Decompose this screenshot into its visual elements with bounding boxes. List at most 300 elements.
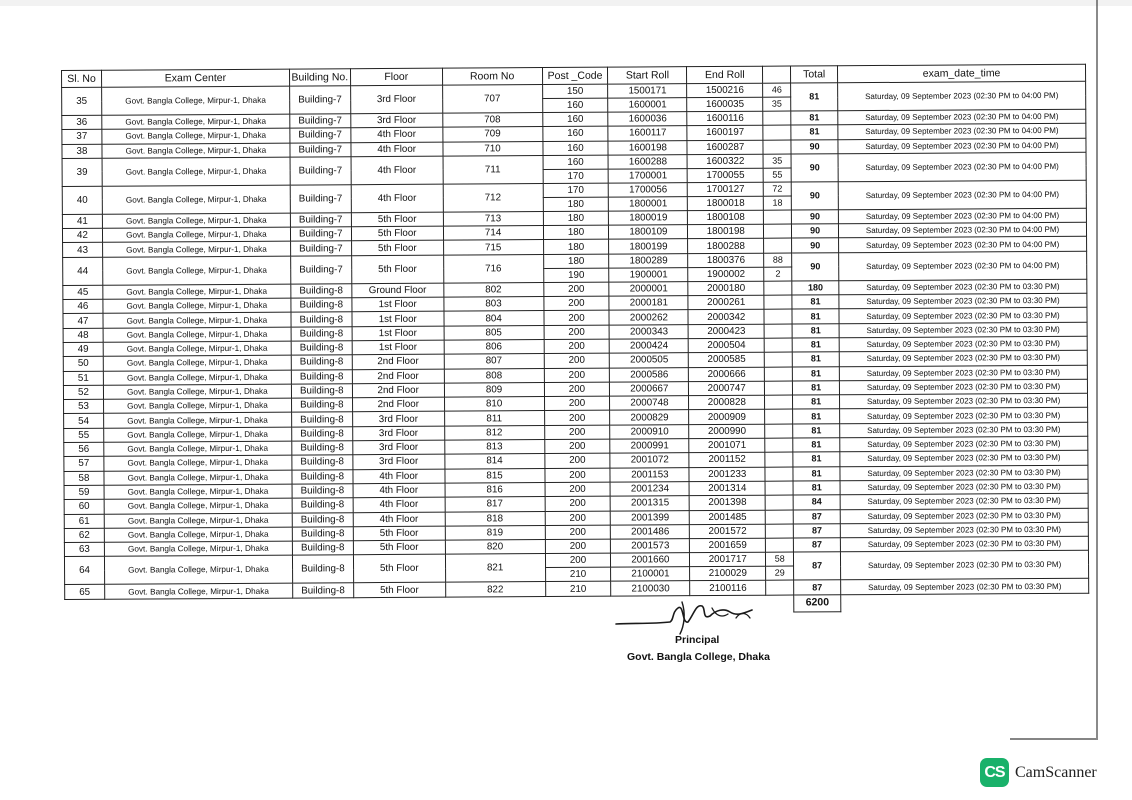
cell-start-roll: 1800001 — [609, 197, 688, 211]
cell-start-roll: 1600001 — [608, 98, 687, 112]
cell-room: 707 — [442, 85, 542, 114]
cell-exam-center: Govt. Bangla College, Mirpur-1, Dhaka — [103, 256, 291, 285]
cell-room: 814 — [445, 454, 545, 469]
cell-end-roll: 2100116 — [690, 581, 766, 596]
cell-start-roll: 2001153 — [610, 467, 689, 482]
cell-post-code: 210 — [545, 582, 611, 597]
cell-total: 81 — [793, 481, 840, 496]
table-body — [62, 81, 1089, 599]
cell-total: 81 — [793, 438, 840, 453]
cell-end-roll: 2000342 — [688, 310, 764, 325]
cell-post-code: 200 — [544, 325, 610, 340]
cell-total: 81 — [793, 452, 840, 467]
cell-end-roll: 1600035 — [687, 97, 763, 111]
cell-building: Building-8 — [292, 498, 353, 513]
cell-post-code: 200 — [545, 554, 611, 568]
cell-end-roll: 2001152 — [689, 453, 765, 468]
cell-exam-center: Govt. Bangla College, Mirpur-1, Dhaka — [104, 441, 292, 456]
cell-count — [763, 111, 791, 125]
cell-sl: 59 — [64, 485, 104, 500]
camscanner-watermark — [980, 758, 1097, 787]
cell-post-code: 180 — [543, 254, 609, 268]
cell-start-roll: 2000262 — [609, 310, 688, 325]
cell-floor: 4th Floor — [353, 469, 445, 484]
cell-room: 713 — [443, 211, 543, 226]
camscanner-logo: CS — [980, 758, 1009, 787]
cell-count — [765, 395, 793, 409]
cell-sl: 45 — [63, 285, 103, 300]
cell-exam-date-time: Saturday, 09 September 2023 (02:30 PM to 03:30 PM) — [840, 422, 1088, 438]
cell-end-roll: 1900002 — [688, 267, 764, 281]
cell-start-roll: 1500171 — [608, 84, 687, 98]
cell-floor: 5th Floor — [351, 255, 443, 284]
cell-end-roll: 2000180 — [688, 281, 764, 296]
cell-start-roll: 2001573 — [611, 539, 690, 554]
cell-sl: 65 — [65, 585, 105, 600]
cell-total: 84 — [793, 495, 840, 510]
cell-sl: 38 — [62, 144, 102, 159]
cell-floor: 3rd Floor — [353, 440, 445, 455]
cell-exam-date-time: Saturday, 09 September 2023 (02:30 PM to 04:00 PM) — [838, 81, 1086, 111]
cell-post-code: 200 — [544, 439, 610, 454]
cell-floor: 4th Floor — [351, 142, 443, 157]
cell-count — [764, 224, 792, 238]
cell-start-roll: 2001315 — [611, 496, 690, 511]
cell-room: 805 — [444, 325, 544, 340]
cell-post-code: 180 — [543, 225, 609, 240]
cell-post-code: 160 — [543, 155, 609, 169]
cell-end-roll: 2000504 — [688, 338, 764, 353]
cell-start-roll: 2000001 — [609, 281, 688, 296]
cell-floor: 3rd Floor — [352, 412, 444, 427]
cell-exam-date-time: Saturday, 09 September 2023 (02:30 PM to 04:00 PM) — [839, 237, 1087, 253]
cell-room: 822 — [445, 582, 545, 597]
cell-room: 715 — [443, 240, 543, 255]
cell-start-roll: 2000991 — [610, 439, 689, 454]
cell-total: 81 — [793, 395, 840, 410]
col-header-total: Total — [791, 66, 838, 83]
cell-post-code: 200 — [543, 296, 609, 311]
cell-building: Building-7 — [290, 114, 351, 129]
cell-building: Building-8 — [291, 326, 352, 341]
cell-count — [764, 338, 792, 352]
cell-room: 813 — [444, 440, 544, 455]
camscanner-text: CamScanner — [1015, 763, 1097, 781]
cell-room: 710 — [443, 141, 543, 156]
cell-sl: 51 — [63, 371, 103, 386]
cell-sl: 50 — [63, 357, 103, 372]
cell-count: 88 — [764, 253, 792, 267]
cell-sl: 52 — [63, 385, 103, 400]
cell-count — [766, 580, 794, 594]
cell-sl: 57 — [64, 457, 104, 472]
cell-total: 81 — [791, 111, 838, 126]
cell-sl: 63 — [64, 542, 104, 557]
cell-start-roll: 1700001 — [609, 169, 688, 183]
cell-room: 711 — [443, 155, 543, 184]
cell-total: 87 — [794, 580, 841, 595]
cell-start-roll: 1900001 — [609, 267, 688, 281]
cell-exam-date-time: Saturday, 09 September 2023 (02:30 PM to 04:00 PM) — [838, 124, 1086, 140]
cell-exam-date-time: Saturday, 09 September 2023 (02:30 PM to 03:30 PM) — [840, 436, 1088, 452]
cell-building: Building-8 — [292, 455, 353, 470]
cell-count — [765, 424, 793, 438]
cell-building: Building-8 — [291, 298, 352, 313]
grand-total-value: 6200 — [794, 594, 841, 611]
cell-end-roll: 1700127 — [688, 182, 764, 196]
cell-floor: 5th Floor — [353, 540, 445, 555]
cell-end-roll: 2000828 — [689, 395, 765, 410]
cell-room: 815 — [445, 468, 545, 483]
cell-building: Building-8 — [291, 369, 352, 384]
cell-exam-center: Govt. Bangla College, Mirpur-1, Dhaka — [103, 327, 291, 342]
cell-count: 2 — [764, 267, 792, 281]
cell-exam-center: Govt. Bangla College, Mirpur-1, Dhaka — [103, 284, 291, 299]
cell-start-roll: 1600198 — [608, 140, 687, 155]
cell-total: 81 — [793, 381, 840, 396]
cell-start-roll: 1800109 — [609, 225, 688, 240]
cell-post-code: 200 — [545, 496, 611, 511]
cell-count — [763, 125, 791, 139]
cell-room: 803 — [444, 297, 544, 312]
cell-exam-center: Govt. Bangla College, Mirpur-1, Dhaka — [102, 128, 290, 143]
cell-room: 716 — [443, 254, 543, 283]
cell-exam-center: Govt. Bangla College, Mirpur-1, Dhaka — [104, 484, 292, 499]
cell-end-roll: 2001314 — [689, 481, 765, 496]
cell-room: 821 — [445, 554, 545, 583]
cell-exam-date-time: Saturday, 09 September 2023 (02:30 PM to 03:30 PM) — [840, 408, 1088, 424]
cell-start-roll: 1800289 — [609, 253, 688, 267]
cell-count: 35 — [763, 154, 791, 168]
cell-exam-date-time: Saturday, 09 September 2023 (02:30 PM to 04:00 PM) — [838, 138, 1086, 154]
cell-total: 87 — [794, 538, 841, 553]
cell-room: 708 — [442, 113, 542, 128]
cell-building: Building-7 — [290, 142, 351, 157]
cell-total: 81 — [792, 338, 839, 353]
cell-room: 811 — [444, 411, 544, 426]
cell-floor: Ground Floor — [352, 283, 444, 298]
cell-building: Building-8 — [291, 312, 352, 327]
cell-sl: 55 — [64, 428, 104, 443]
cell-exam-center: Govt. Bangla College, Mirpur-1, Dhaka — [102, 157, 290, 186]
cell-room: 714 — [443, 226, 543, 241]
cell-floor: 4th Floor — [351, 184, 443, 213]
cell-exam-center: Govt. Bangla College, Mirpur-1, Dhaka — [103, 384, 291, 399]
cell-room: 709 — [443, 127, 543, 142]
cell-post-code: 200 — [544, 453, 610, 468]
cell-post-code: 180 — [543, 240, 609, 255]
cell-exam-center: Govt. Bangla College, Mirpur-1, Dhaka — [102, 185, 290, 214]
col-header-exam-date-time: exam_date_time — [838, 64, 1086, 83]
cell-post-code: 200 — [544, 368, 610, 383]
cell-room: 818 — [445, 511, 545, 526]
cell-total: 81 — [792, 295, 839, 310]
cell-end-roll: 1600197 — [687, 126, 763, 141]
cell-sl: 54 — [64, 414, 104, 429]
cell-floor: 4th Floor — [351, 127, 443, 142]
cell-exam-date-time: Saturday, 09 September 2023 (02:30 PM to 03:30 PM) — [840, 393, 1088, 409]
cell-post-code: 200 — [545, 482, 611, 497]
cell-floor: 2nd Floor — [352, 397, 444, 412]
cell-end-roll: 1500216 — [687, 83, 763, 97]
cell-floor: 5th Floor — [353, 555, 445, 584]
cell-start-roll: 1600036 — [608, 112, 687, 127]
signature-college: Govt. Bangla College, Dhaka — [627, 651, 770, 663]
cell-start-roll: 2100001 — [611, 567, 690, 581]
cell-floor: 1st Floor — [352, 297, 444, 312]
cell-total: 90 — [792, 238, 839, 253]
cell-start-roll: 2001486 — [611, 524, 690, 539]
cell-count — [765, 510, 793, 524]
cell-start-roll: 2000181 — [609, 296, 688, 311]
cell-sl: 56 — [64, 442, 104, 457]
cell-count — [764, 210, 792, 224]
col-header-end-roll: End Roll — [687, 66, 763, 83]
cell-total: 90 — [791, 139, 838, 154]
cell-post-code: 160 — [542, 112, 608, 127]
cell-building: Building-8 — [292, 469, 353, 484]
cell-floor: 1st Floor — [352, 326, 444, 341]
cell-floor: 1st Floor — [352, 312, 444, 327]
cell-exam-center: Govt. Bangla College, Mirpur-1, Dhaka — [102, 213, 290, 228]
cell-count — [765, 495, 793, 509]
cell-count — [764, 309, 792, 323]
cell-count — [765, 481, 793, 495]
cell-count — [765, 438, 793, 452]
cell-building: Building-8 — [292, 441, 353, 456]
cell-end-roll: 2000909 — [689, 410, 765, 425]
cell-total: 81 — [793, 466, 840, 481]
cell-end-roll: 1600322 — [687, 154, 763, 168]
cell-count: 46 — [763, 83, 791, 97]
cell-total: 81 — [791, 125, 838, 140]
cell-floor: 2nd Floor — [352, 369, 444, 384]
cell-exam-center: Govt. Bangla College, Mirpur-1, Dhaka — [104, 470, 292, 485]
cell-start-roll: 2100030 — [611, 581, 690, 596]
cell-end-roll: 1800288 — [688, 239, 764, 254]
cell-building: Building-8 — [291, 398, 352, 413]
cell-exam-center: Govt. Bangla College, Mirpur-1, Dhaka — [102, 227, 290, 242]
cell-exam-date-time: Saturday, 09 September 2023 (02:30 PM to 03:30 PM) — [840, 508, 1088, 524]
cell-exam-date-time: Saturday, 09 September 2023 (02:30 PM to 03:30 PM) — [839, 365, 1087, 381]
cell-exam-date-time: Saturday, 09 September 2023 (02:30 PM to 03:30 PM) — [839, 336, 1087, 352]
cell-total: 81 — [792, 352, 839, 367]
cell-exam-date-time: Saturday, 09 September 2023 (02:30 PM to 03:30 PM) — [839, 322, 1087, 338]
cell-exam-center: Govt. Bangla College, Mirpur-1, Dhaka — [103, 298, 291, 313]
cell-end-roll: 1600116 — [687, 111, 763, 126]
cell-start-roll: 2001660 — [611, 553, 690, 567]
cell-start-roll: 1700056 — [609, 183, 688, 197]
cell-count: 18 — [764, 196, 792, 210]
cell-room: 806 — [444, 340, 544, 355]
cell-end-roll: 1800376 — [688, 253, 764, 267]
cell-exam-date-time: Saturday, 09 September 2023 (02:30 PM to 03:30 PM) — [840, 451, 1088, 467]
cell-exam-center: Govt. Bangla College, Mirpur-1, Dhaka — [102, 114, 290, 129]
cell-sl: 43 — [63, 243, 103, 258]
cell-post-code: 200 — [544, 425, 610, 440]
cell-exam-center: Govt. Bangla College, Mirpur-1, Dhaka — [102, 86, 290, 115]
cell-total: 81 — [792, 366, 839, 381]
cell-end-roll: 2000990 — [689, 424, 765, 439]
cell-end-roll: 1800018 — [688, 196, 764, 210]
cell-exam-date-time: Saturday, 09 September 2023 (02:30 PM to 03:30 PM) — [840, 522, 1088, 538]
grand-total-trailing — [841, 593, 1089, 612]
cell-floor: 5th Floor — [351, 212, 443, 227]
cell-total: 87 — [794, 552, 841, 580]
cell-post-code: 160 — [542, 126, 608, 141]
cell-exam-center: Govt. Bangla College, Mirpur-1, Dhaka — [104, 498, 292, 513]
cell-room: 802 — [443, 282, 543, 297]
cell-end-roll: 1700055 — [687, 168, 763, 182]
cell-exam-center: Govt. Bangla College, Mirpur-1, Dhaka — [102, 143, 290, 158]
cell-building: Building-8 — [292, 541, 353, 556]
cell-start-roll: 2000748 — [610, 396, 689, 411]
cell-post-code: 200 — [545, 539, 611, 554]
cell-exam-date-time: Saturday, 09 September 2023 (02:30 PM to 04:00 PM) — [838, 109, 1086, 125]
cell-total: 90 — [791, 154, 838, 182]
cell-end-roll: 2001398 — [689, 495, 765, 510]
cell-end-roll: 2001485 — [690, 510, 766, 525]
cell-exam-center: Govt. Bangla College, Mirpur-1, Dhaka — [104, 427, 292, 442]
cell-exam-date-time: Saturday, 09 September 2023 (02:30 PM to 04:00 PM) — [839, 251, 1087, 281]
cell-post-code: 180 — [543, 197, 609, 211]
cell-building: Building-8 — [292, 583, 353, 598]
cell-room: 817 — [445, 497, 545, 512]
cell-building: Building-7 — [290, 241, 351, 256]
cell-exam-center: Govt. Bangla College, Mirpur-1, Dhaka — [105, 584, 293, 599]
cell-exam-date-time: Saturday, 09 September 2023 (02:30 PM to 04:00 PM) — [838, 152, 1086, 182]
col-header-room: Room No — [442, 68, 542, 86]
cell-sl: 53 — [64, 399, 104, 414]
cell-count — [765, 367, 793, 381]
cell-post-code: 150 — [542, 84, 608, 98]
cell-end-roll: 2000666 — [689, 367, 765, 382]
cell-exam-center: Govt. Bangla College, Mirpur-1, Dhaka — [104, 413, 292, 428]
cell-end-roll: 2000423 — [688, 324, 764, 339]
cell-exam-date-time: Saturday, 09 September 2023 (02:30 PM to 04:00 PM) — [838, 180, 1086, 210]
cell-room: 819 — [445, 525, 545, 540]
cell-exam-date-time: Saturday, 09 September 2023 (02:30 PM to 03:30 PM) — [840, 479, 1088, 495]
cell-building: Building-8 — [291, 426, 352, 441]
cell-floor: 5th Floor — [351, 241, 443, 256]
cell-exam-center: Govt. Bangla College, Mirpur-1, Dhaka — [104, 541, 292, 556]
cell-start-roll: 2000424 — [610, 339, 689, 354]
cell-building: Building-7 — [290, 256, 351, 284]
cell-exam-center: Govt. Bangla College, Mirpur-1, Dhaka — [103, 370, 291, 385]
cell-exam-date-time: Saturday, 09 September 2023 (02:30 PM to 03:30 PM) — [839, 293, 1087, 309]
cell-start-roll: 2000667 — [610, 382, 689, 397]
cell-count — [764, 281, 792, 295]
cell-count — [765, 381, 793, 395]
cell-exam-date-time: Saturday, 09 September 2023 (02:30 PM to 03:30 PM) — [839, 279, 1087, 295]
cell-building: Building-7 — [290, 213, 351, 228]
cell-exam-center: Govt. Bangla College, Mirpur-1, Dhaka — [103, 242, 291, 257]
cell-total: 81 — [792, 309, 839, 324]
cell-count — [766, 538, 794, 552]
cell-end-roll: 2001572 — [690, 524, 766, 539]
cell-building: Building-7 — [289, 86, 350, 114]
cell-post-code: 180 — [543, 211, 609, 226]
cell-exam-date-time: Saturday, 09 September 2023 (02:30 PM to 03:30 PM) — [840, 493, 1088, 509]
cell-room: 804 — [444, 311, 544, 326]
cell-exam-center: Govt. Bangla College, Mirpur-1, Dhaka — [103, 312, 291, 327]
cell-sl: 60 — [64, 499, 104, 514]
cell-building: Building-8 — [292, 555, 353, 583]
cell-total: 81 — [793, 409, 840, 424]
scan-top-shade — [0, 0, 1132, 6]
cell-building: Building-8 — [291, 284, 352, 299]
cell-exam-center: Govt. Bangla College, Mirpur-1, Dhaka — [103, 398, 291, 413]
cell-post-code: 200 — [544, 339, 610, 354]
cell-post-code: 170 — [543, 169, 609, 183]
cell-exam-date-time: Saturday, 09 September 2023 (02:30 PM to 03:30 PM) — [840, 536, 1088, 552]
cell-count — [764, 324, 792, 338]
cell-building: Building-8 — [291, 412, 352, 427]
cell-post-code: 200 — [544, 353, 610, 368]
cell-exam-date-time: Saturday, 09 September 2023 (02:30 PM to 03:30 PM) — [839, 351, 1087, 367]
col-header-floor: Floor — [350, 68, 442, 86]
cell-start-roll: 2000343 — [610, 324, 689, 339]
cell-building: Building-8 — [291, 384, 352, 399]
cell-sl: 44 — [63, 257, 103, 285]
cell-exam-date-time: Saturday, 09 September 2023 (02:30 PM to 03:30 PM) — [841, 551, 1089, 581]
cell-exam-center: Govt. Bangla College, Mirpur-1, Dhaka — [104, 455, 292, 470]
cell-room: 807 — [444, 354, 544, 369]
cell-start-roll: 2000829 — [610, 410, 689, 425]
cell-start-roll: 1800199 — [609, 239, 688, 254]
cell-post-code: 200 — [544, 468, 610, 483]
cell-exam-date-time: Saturday, 09 September 2023 (02:30 PM to 03:30 PM) — [840, 465, 1088, 481]
cell-start-roll: 2000910 — [610, 424, 689, 439]
cell-floor: 4th Floor — [351, 156, 443, 185]
cell-sl: 42 — [62, 228, 102, 243]
cell-total: 90 — [792, 224, 839, 239]
cell-count — [764, 239, 792, 253]
cell-count — [766, 524, 794, 538]
cell-count: 35 — [763, 97, 791, 111]
cell-post-code: 170 — [543, 183, 609, 197]
cell-exam-center: Govt. Bangla College, Mirpur-1, Dhaka — [104, 513, 292, 528]
cell-room: 712 — [443, 183, 543, 212]
cell-floor: 4th Floor — [353, 497, 445, 512]
cell-sl: 37 — [62, 130, 102, 145]
cell-sl: 36 — [62, 115, 102, 130]
cell-building: Building-7 — [290, 157, 351, 185]
cell-floor: 3rd Floor — [352, 426, 444, 441]
cell-post-code: 200 — [543, 311, 609, 326]
cell-post-code: 200 — [545, 525, 611, 540]
cell-floor: 1st Floor — [352, 340, 444, 355]
signature-title: Principal — [675, 634, 720, 646]
cell-floor: 2nd Floor — [352, 354, 444, 369]
cell-sl: 41 — [62, 214, 102, 229]
cell-start-roll: 2001072 — [610, 453, 689, 468]
cell-end-roll: 2001233 — [689, 467, 765, 482]
cell-floor: 5th Floor — [353, 583, 445, 598]
cell-building: Building-7 — [290, 128, 351, 143]
cell-end-roll: 2000261 — [688, 295, 764, 310]
cell-post-code: 200 — [544, 382, 610, 397]
cell-sl: 58 — [64, 471, 104, 486]
cell-count — [765, 452, 793, 466]
cell-count — [764, 295, 792, 309]
cell-building: Building-7 — [290, 185, 351, 213]
col-header-post-code: Post _Code — [542, 67, 608, 84]
cell-total: 90 — [792, 253, 839, 281]
cell-start-roll: 1600288 — [608, 155, 687, 169]
cell-total: 87 — [793, 509, 840, 524]
cell-total: 81 — [791, 83, 838, 111]
